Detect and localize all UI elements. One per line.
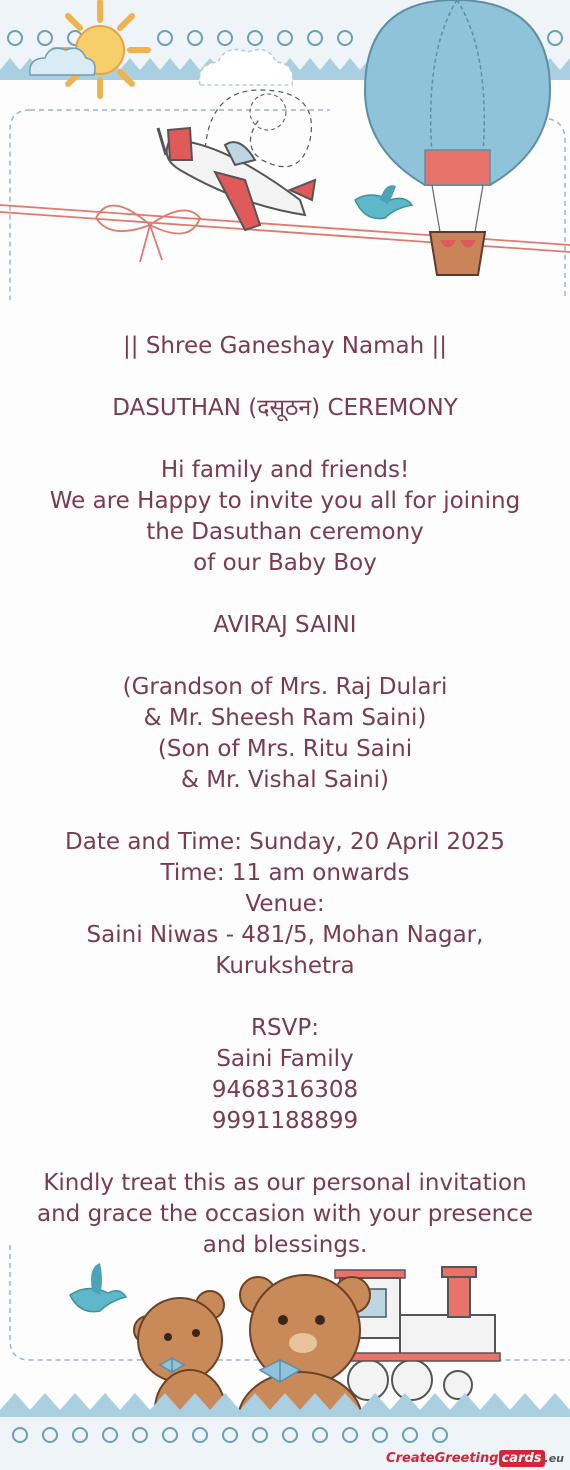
hot-air-balloon-icon	[365, 0, 550, 275]
closing-line: and grace the occasion with your presence	[36, 1201, 534, 1227]
rsvp-phone: 9991188899	[211, 1108, 359, 1134]
date-line: Date and Time: Sunday, 20 April 2025	[65, 829, 505, 855]
closing-line: Kindly treat this as our personal invitation	[43, 1170, 527, 1196]
venue-label: Venue:	[245, 891, 325, 917]
rsvp-phone: 9468316308	[211, 1077, 359, 1103]
bottom-artwork	[0, 1245, 570, 1470]
closing-line: and blessings.	[202, 1232, 368, 1258]
blessing-line: || Shree Ganeshay Namah ||	[123, 333, 447, 359]
greeting: Hi family and friends!	[160, 457, 410, 483]
invite-line: of our Baby Boy	[193, 550, 377, 576]
watermark-text: CreateGreeting	[386, 1451, 499, 1466]
family-line: & Mr. Sheesh Ram Saini)	[143, 705, 427, 731]
watermark-cards: cards	[499, 1450, 545, 1467]
top-artwork	[0, 0, 570, 300]
invite-line: We are Happy to invite you all for joining	[49, 488, 521, 514]
bird-icon	[70, 1263, 126, 1312]
invite-line: the Dasuthan ceremony	[146, 519, 424, 545]
bird-icon	[355, 185, 412, 218]
family-line: (Son of Mrs. Ritu Saini	[157, 736, 413, 762]
family-line: & Mr. Vishal Saini)	[180, 767, 390, 793]
time-line: Time: 11 am onwards	[160, 860, 410, 886]
watermark-domain: .eu	[544, 1452, 564, 1465]
rsvp-name: Saini Family	[216, 1046, 354, 1072]
venue-address: Saini Niwas - 481/5, Mohan Nagar,	[86, 922, 484, 948]
ceremony-title: DASUTHAN (दसूठन) CEREMONY	[112, 395, 458, 421]
venue-city: Kurukshetra	[215, 953, 355, 979]
watermark-logo[interactable]	[386, 1451, 564, 1466]
airplane-icon	[158, 128, 315, 230]
rsvp-label: RSVP:	[251, 1015, 319, 1041]
invitation-text	[0, 300, 570, 1261]
family-line: (Grandson of Mrs. Raj Dulari	[122, 674, 448, 700]
baby-name: AVIRAJ SAINI	[213, 612, 357, 638]
